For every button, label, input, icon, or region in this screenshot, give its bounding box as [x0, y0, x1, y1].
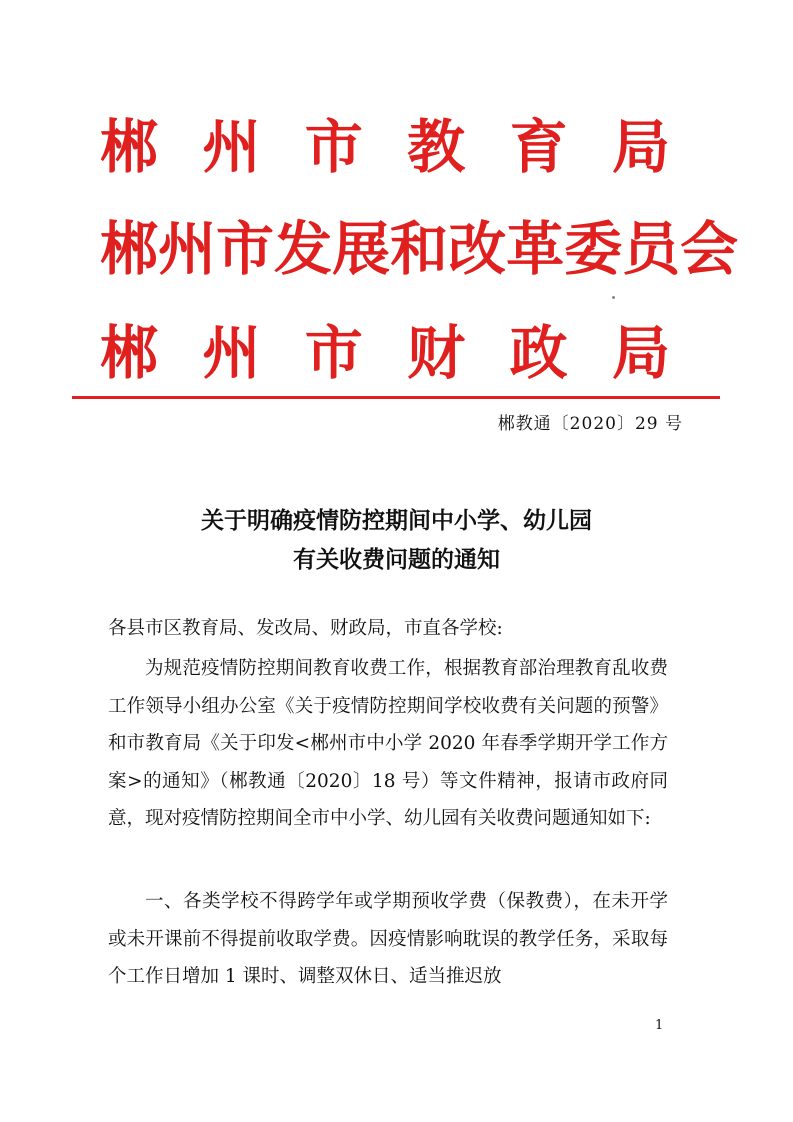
header-char: 局	[611, 319, 670, 387]
header-char: 革	[506, 215, 565, 283]
header-line-3	[100, 318, 670, 388]
header-line-2	[100, 214, 739, 284]
header-char: 委	[564, 215, 623, 283]
header-char: 州	[158, 215, 217, 283]
header-line-1	[100, 112, 670, 182]
header-char: 市	[304, 319, 363, 387]
document-title-line-2: 有关收费问题的通知	[293, 547, 500, 573]
header-char: 郴	[100, 215, 159, 283]
body-paragraph: 为规范疫情防控期间教育收费工作，根据教育部治理教育乱收费工作领导小组办公室《关于疫情防控期间学校收费有关问题的预警》和市教育局《关于印发<郴州市中小学 2020 年春季学期开学工作方案>的通知》（郴教通〔2020〕18 号）等文件精神，报请市政府同意，现对疫情防控期间全市中小学、幼儿园有关收费问题通知如下:	[108, 658, 668, 829]
header-char: 育	[509, 113, 568, 181]
salutation: 各县市区教育局、发改局、财政局，市直各学校:	[108, 618, 503, 639]
header-char: 政	[509, 319, 568, 387]
header-char: 市	[304, 113, 363, 181]
header-char: 展	[332, 215, 391, 283]
body-paragraph: 一、各类学校不得跨学年或学期预收学费（保教费），在未开学或未开课前不得提前收取学费。因疫情影响耽误的教学任务，采取每个工作日增加 1 课时、调整双休日、适当推迟放	[108, 891, 668, 987]
header-char: 员	[622, 215, 681, 283]
header-char: 会	[680, 215, 739, 283]
scan-speck	[612, 296, 615, 299]
header-char: 州	[202, 319, 261, 387]
header-char: 郴	[100, 113, 159, 181]
header-char: 财	[407, 319, 466, 387]
header-char: 教	[407, 113, 466, 181]
header-char: 郴	[100, 319, 159, 387]
document-number: 郴教通〔2020〕29 号	[497, 414, 683, 434]
red-divider-line	[72, 396, 720, 399]
page-number: 1	[655, 1018, 664, 1033]
header-char: 市	[216, 215, 275, 283]
header-char: 发	[274, 215, 333, 283]
header-char: 和	[390, 215, 449, 283]
header-char: 改	[448, 215, 507, 283]
document-title-line-1: 关于明确疫情防控期间中小学、幼儿园	[201, 508, 592, 534]
header-char: 局	[611, 113, 670, 181]
header-char: 州	[202, 113, 261, 181]
